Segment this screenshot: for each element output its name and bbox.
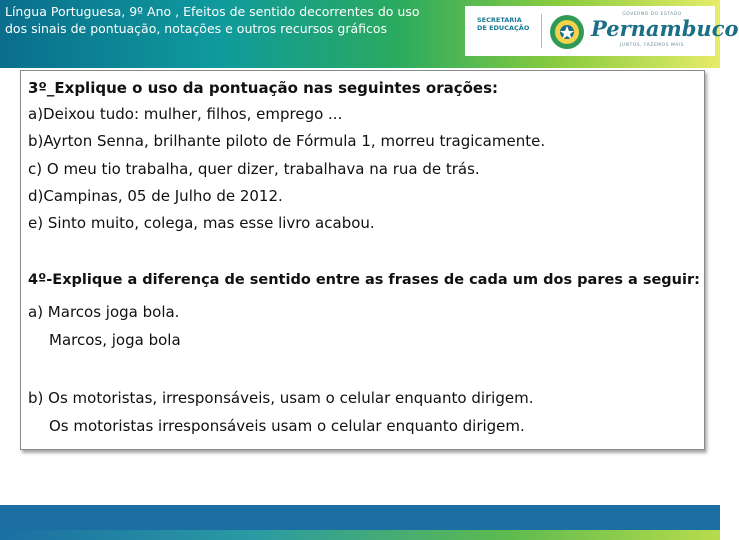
secretaria-line-2: DE EDUCAÇÃO: [477, 24, 530, 32]
state-motto: JUNTOS, FAZEMOS MAIS: [619, 43, 685, 48]
question-4-pair-a-second: Marcos, joga bola: [49, 331, 181, 349]
secretaria-line-1: SECRETARIA: [477, 16, 522, 24]
question-3-title: 3º_Explique o uso da pontuação nas seguintes orações:: [28, 79, 499, 97]
header-banner: [0, 0, 739, 68]
question-3-item-e: e) Sinto muito, colega, mas esse livro acabou.: [28, 214, 375, 232]
question-3-item-c: c) O meu tio trabalha, quer dizer, trabalhava na rua de trás.: [28, 160, 480, 178]
lesson-subject: [5, 3, 475, 37]
question-4-pair-b-first: b) Os motoristas, irresponsáveis, usam o celular enquanto dirigem.: [28, 389, 534, 407]
exercise-box: [20, 70, 705, 450]
state-name: Pernambuco: [591, 16, 739, 41]
lesson-subject-line-2: dos sinais de pontuação, notações e outros recursos gráficos: [5, 21, 388, 36]
pernambuco-logo: [591, 12, 739, 52]
state-crest-icon: [547, 12, 587, 52]
lesson-subject-line-1: Língua Portuguesa, 9º Ano , Efeitos de sentido decorrentes do uso: [5, 4, 420, 19]
question-4-pair-a-first: a) Marcos joga bola.: [28, 303, 180, 321]
question-3-item-d: d)Campinas, 05 de Julho de 2012.: [28, 187, 283, 205]
question-4-title: 4º-Explique a diferença de sentido entre as frases de cada um dos pares a seguir:: [28, 272, 700, 288]
footer-gradient-stripe: [0, 530, 720, 540]
state-top-text: GOVERNO DO ESTADO: [622, 12, 682, 17]
question-4-pair-b-second: Os motoristas irresponsáveis usam o celular enquanto dirigem.: [49, 417, 525, 435]
logos-panel: [465, 6, 739, 56]
question-3-item-b: b)Ayrton Senna, brilhante piloto de Fórmula 1, morreu tragicamente.: [28, 132, 546, 150]
logo-divider: [541, 14, 542, 48]
secretaria-educacao-logo: [477, 16, 543, 32]
question-3-item-a: a)Deixou tudo: mulher, filhos, emprego ...: [28, 105, 343, 123]
